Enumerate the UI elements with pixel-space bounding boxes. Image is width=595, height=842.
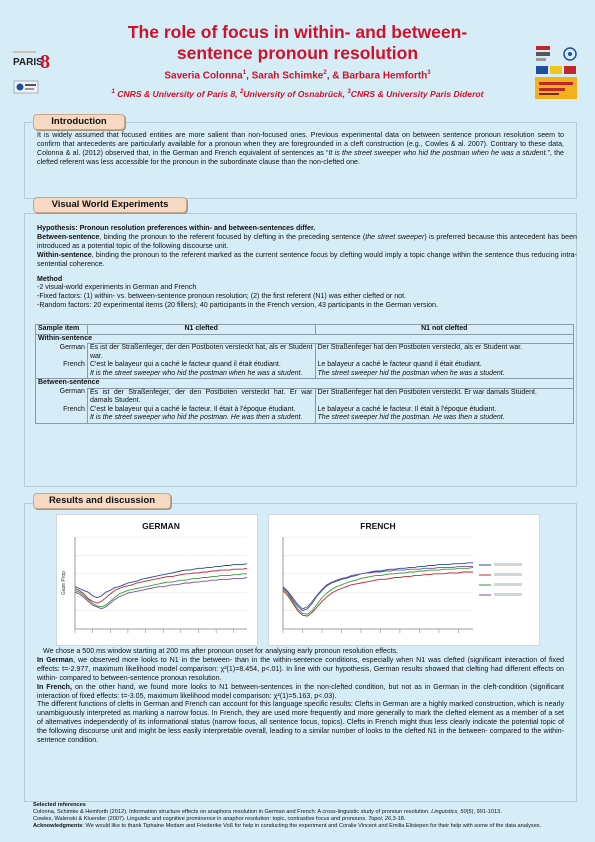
table-group-row bbox=[36, 379, 574, 389]
reference-text: Cowles, Walenski & Kluender (2007). Linguistic and cognitive prominence in anaphor resolution: topic, contrastive focus and pronouns. bbox=[33, 816, 369, 823]
legend-label-placeholder bbox=[494, 563, 522, 566]
lang-cell bbox=[36, 414, 88, 423]
visual-world-text bbox=[37, 224, 577, 310]
lang-cell: German bbox=[36, 388, 88, 406]
intro-text-part: ”, the clefted referent was less accessible for the pronoun in the subordinate clause than the non-clefted one. bbox=[37, 148, 564, 166]
reference-item bbox=[33, 816, 573, 823]
method-item: -2 visual-world experiments in German and French bbox=[37, 283, 197, 292]
introduction-text bbox=[37, 131, 564, 167]
lang-cell: French bbox=[36, 361, 88, 370]
not-clefted-cell: The street sweeper hid the postman. He was then a student. bbox=[315, 414, 574, 423]
table-header: Sample item bbox=[36, 325, 88, 335]
between-label: Between-sentence bbox=[37, 232, 100, 241]
affil-sup: 2 bbox=[239, 89, 244, 96]
table-header-row bbox=[36, 325, 574, 335]
method-label: Method bbox=[37, 274, 63, 283]
visual-world-heading: Visual World Experiments bbox=[33, 197, 187, 213]
affil-text: CNRS & University Paris Diderot bbox=[350, 89, 484, 99]
results-heading: Results and discussion bbox=[33, 493, 171, 509]
between-text: ) is preferred because this antecedent has been introduced as a potential topic of the following discourse unit. bbox=[37, 232, 577, 250]
within-label: Within-sentence bbox=[37, 250, 92, 259]
series-line-4 bbox=[75, 578, 247, 609]
lab-logo-graphic bbox=[13, 79, 39, 95]
method-item: -Fixed factors: (1) within- vs. between-sentence pronoun resolution; (2) the first referent (N1) was either clefted or not. bbox=[37, 292, 407, 301]
clefted-cell: It is the street sweeper who hid the postman when he was a student. bbox=[87, 370, 315, 379]
author-sup: 2 bbox=[323, 70, 327, 76]
reference-tail: (5), 991-1013. bbox=[466, 809, 502, 816]
series-line-1 bbox=[283, 563, 473, 611]
affil-text: University of Osnabrück, bbox=[243, 89, 348, 99]
y-axis-label: Gaze Prop bbox=[61, 571, 67, 595]
table-row bbox=[36, 370, 574, 379]
group-label: Between-sentence bbox=[36, 379, 574, 389]
reference-journal: Topoi, 26 bbox=[368, 816, 392, 823]
author-sup: 3 bbox=[427, 70, 431, 76]
lab-logo bbox=[13, 79, 39, 95]
paris-diderot-logo bbox=[535, 77, 577, 99]
author-name: Sarah Schimke bbox=[251, 70, 324, 82]
lang-cell bbox=[36, 370, 88, 379]
clefted-cell: It is the street sweeper who hid the postman. He was then a student. bbox=[87, 414, 315, 423]
french-chart-svg bbox=[269, 515, 539, 645]
affil-sup: 3 bbox=[347, 89, 351, 96]
sample-items-table-wrap bbox=[35, 324, 574, 424]
sample-items-table bbox=[35, 324, 574, 424]
chart-title: FRENCH bbox=[360, 521, 396, 531]
diderot-logo-graphic bbox=[535, 77, 577, 99]
svg-text:PARIS: PARIS bbox=[13, 57, 43, 68]
series-line-1 bbox=[75, 564, 247, 598]
between-text: , binding the pronoun to the referent focused by clefting in the preceding sentence ( bbox=[99, 232, 366, 241]
method-item: -Random factors: 20 experimental items (20 fillers); 40 participants in the French version, 43 participants in the German version. bbox=[37, 301, 438, 310]
paris8-logo-graphic bbox=[12, 44, 50, 74]
not-clefted-cell: Der Straßenfeger hat den Postboten versteckt. Er war damals Student. bbox=[315, 388, 574, 406]
series-line-2 bbox=[75, 568, 247, 603]
ack-label: Acknowledgments bbox=[33, 823, 83, 830]
acknowledgments bbox=[33, 823, 573, 830]
results-p2-text: , we observed more looks to N1 in the between- than in the within-sentence conditions, especially when N1 was clefted (significant interaction of fixed effects: t=-2.977, maximum likelihood model comparison: χ²(1)=8.454, p<.01). In line with our hypothesis, German results showed that clefting had different effects on within- compared to between-sentence pronoun resolution. bbox=[37, 655, 564, 682]
clefted-cell: C'est le balayeur qui a caché le facteur quand il était étudiant. bbox=[87, 361, 315, 370]
table-row bbox=[36, 344, 574, 362]
introduction-heading: Introduction bbox=[33, 114, 125, 130]
university-osnabrueck-logo bbox=[536, 44, 580, 64]
intro-example-sentence: It is the street sweeper who hid the postman when he was a student. bbox=[328, 148, 548, 157]
author-sup: 1 bbox=[242, 70, 247, 76]
poster-title: The role of focus in within- and between-sentence pronoun resolution bbox=[127, 22, 468, 63]
french-chart bbox=[268, 514, 540, 646]
chart-title: GERMAN bbox=[142, 521, 180, 531]
group-label: Within-sentence bbox=[36, 334, 574, 344]
results-text bbox=[37, 647, 564, 745]
between-text-italic: the street sweeper bbox=[365, 232, 425, 241]
results-p3-text: on the other hand, we found more looks to N1 between-sentences in the non-clefted condition, but not as in German in the cleft-condition (significant interaction of fixed effects: t=-3.05, maximum likelihood model comparison: χ²(1)=5.163, p<.03). bbox=[37, 682, 564, 700]
results-p3-label: In French, bbox=[37, 682, 72, 691]
clefted-cell: C'est le balayeur qui a caché le facteur. Il était à l'époque étudiant. bbox=[87, 406, 315, 415]
results-p1: We chose a 500 ms window starting at 200 ms after pronoun onset for analysing early pronoun resolution effects. bbox=[43, 647, 399, 655]
author-name: Saveria Colonna bbox=[164, 70, 243, 82]
svg-text:8: 8 bbox=[40, 51, 50, 73]
reference-journal: Linguistics, 50 bbox=[431, 809, 467, 816]
table-row bbox=[36, 414, 574, 423]
table-row bbox=[36, 361, 574, 370]
not-clefted-cell: The street sweeper hid the postman when he was a student. bbox=[315, 370, 574, 379]
references-heading: Selected references bbox=[33, 802, 86, 808]
osnabrueck-logo-graphic bbox=[536, 44, 580, 64]
german-chart bbox=[56, 514, 258, 646]
lang-cell: French bbox=[36, 406, 88, 415]
results-p2-label: In German bbox=[37, 655, 74, 664]
german-chart-svg bbox=[57, 515, 257, 645]
table-row bbox=[36, 388, 574, 406]
affil-sup: 1 bbox=[111, 89, 115, 96]
table-row bbox=[36, 406, 574, 415]
table-group-row bbox=[36, 334, 574, 344]
series-line-2 bbox=[283, 572, 473, 616]
hypothesis: Hypothesis: Pronoun resolution preferences within- and between-sentences differ. bbox=[37, 224, 316, 232]
reference-item bbox=[33, 809, 573, 816]
table-header: N1 clefted bbox=[87, 325, 315, 335]
references bbox=[33, 802, 573, 830]
series-line-4 bbox=[283, 566, 473, 608]
not-clefted-cell: Le balayeur a caché le facteur quand il était étudiant. bbox=[315, 361, 574, 370]
author-separator: , bbox=[246, 70, 252, 82]
ack-text: : We would like to thank Tiphaine Medam and Friederike Voß for help in conducting the experiment and Coralie Vincent and Emilia Elisiepen for their help with some of the data analyses. bbox=[82, 823, 542, 830]
eu-flags-logo bbox=[536, 65, 576, 75]
within-sentence-paragraph bbox=[37, 251, 577, 269]
authors bbox=[95, 70, 500, 81]
series-line-3 bbox=[283, 567, 473, 614]
results-p2 bbox=[37, 656, 564, 683]
legend-label-placeholder bbox=[494, 573, 522, 576]
reference-tail: ,3-18. bbox=[391, 816, 406, 823]
intro-text-part: It is widely assumed that focused entities are more salient than non-focused ones. Previous experimental data on between sentence pronoun resolution seem to confirm that antecedents are particularly available for a pronoun when they are foregrounded in a cleft construction (e.g., Cowles & al. 2007). Contrary to these data, Colonna & al. (2012) observed that, in the German and French equivalent of sentences as “ bbox=[37, 131, 564, 157]
results-p3 bbox=[37, 683, 564, 701]
legend-label-placeholder bbox=[494, 583, 522, 586]
legend-label-placeholder bbox=[494, 593, 522, 596]
reference-text: Colonna, Schimke & Hemforth (2012). Information structure effects on anaphora resolution in German and French: A cross-linguistic study of pronoun resolution. bbox=[33, 809, 432, 816]
paris8-logo bbox=[12, 44, 50, 74]
affiliations bbox=[60, 89, 535, 99]
not-clefted-cell: Le balayeur a caché le facteur. Il était à l'époque étudiant. bbox=[315, 406, 574, 415]
flags-graphic bbox=[536, 65, 576, 75]
affil-text: CNRS & University of Paris 8, bbox=[114, 89, 240, 99]
not-clefted-cell: Der Straßenfeger hat den Postboten versteckt, als er Student war. bbox=[315, 344, 574, 362]
between-sentence-paragraph bbox=[37, 233, 577, 251]
author-separator: , & bbox=[326, 70, 343, 82]
within-text: , binding the pronoun to the referent marked as the current sentence focus by clefting would imply a topic change within the sentence thus reducing intra-sentential coherence. bbox=[37, 250, 577, 268]
clefted-cell: Es ist der Straßenfeger, der den Postboten versteckt hat. Er war damals Student. bbox=[87, 388, 315, 406]
lang-cell: German bbox=[36, 344, 88, 362]
results-p4: The different functions of clefts in German and French can account for this language specific results: Clefts in German are a highly marked construction, which is nearly unambiguously interpreted as marking a narrow focus. In French, they are used more frequently and more generally to mark the clefted element as a member of a set of alternatives independently of its informational status (narrow focus, all sentence focus, topics). Clefts in French might thus less clearly indicate the potential topic of the following discourse unit and might be less easily interpretable overall, leading to a similar number of looks to the clefted N1 in the between- compared to the within-sentence condition. bbox=[37, 700, 564, 745]
clefted-cell: Es ist der Straßenfeger, der den Postboten versteckt hat, als er Student war. bbox=[87, 344, 315, 362]
table-header: N1 not clefted bbox=[315, 325, 574, 335]
author-name: Barbara Hemforth bbox=[342, 70, 428, 82]
